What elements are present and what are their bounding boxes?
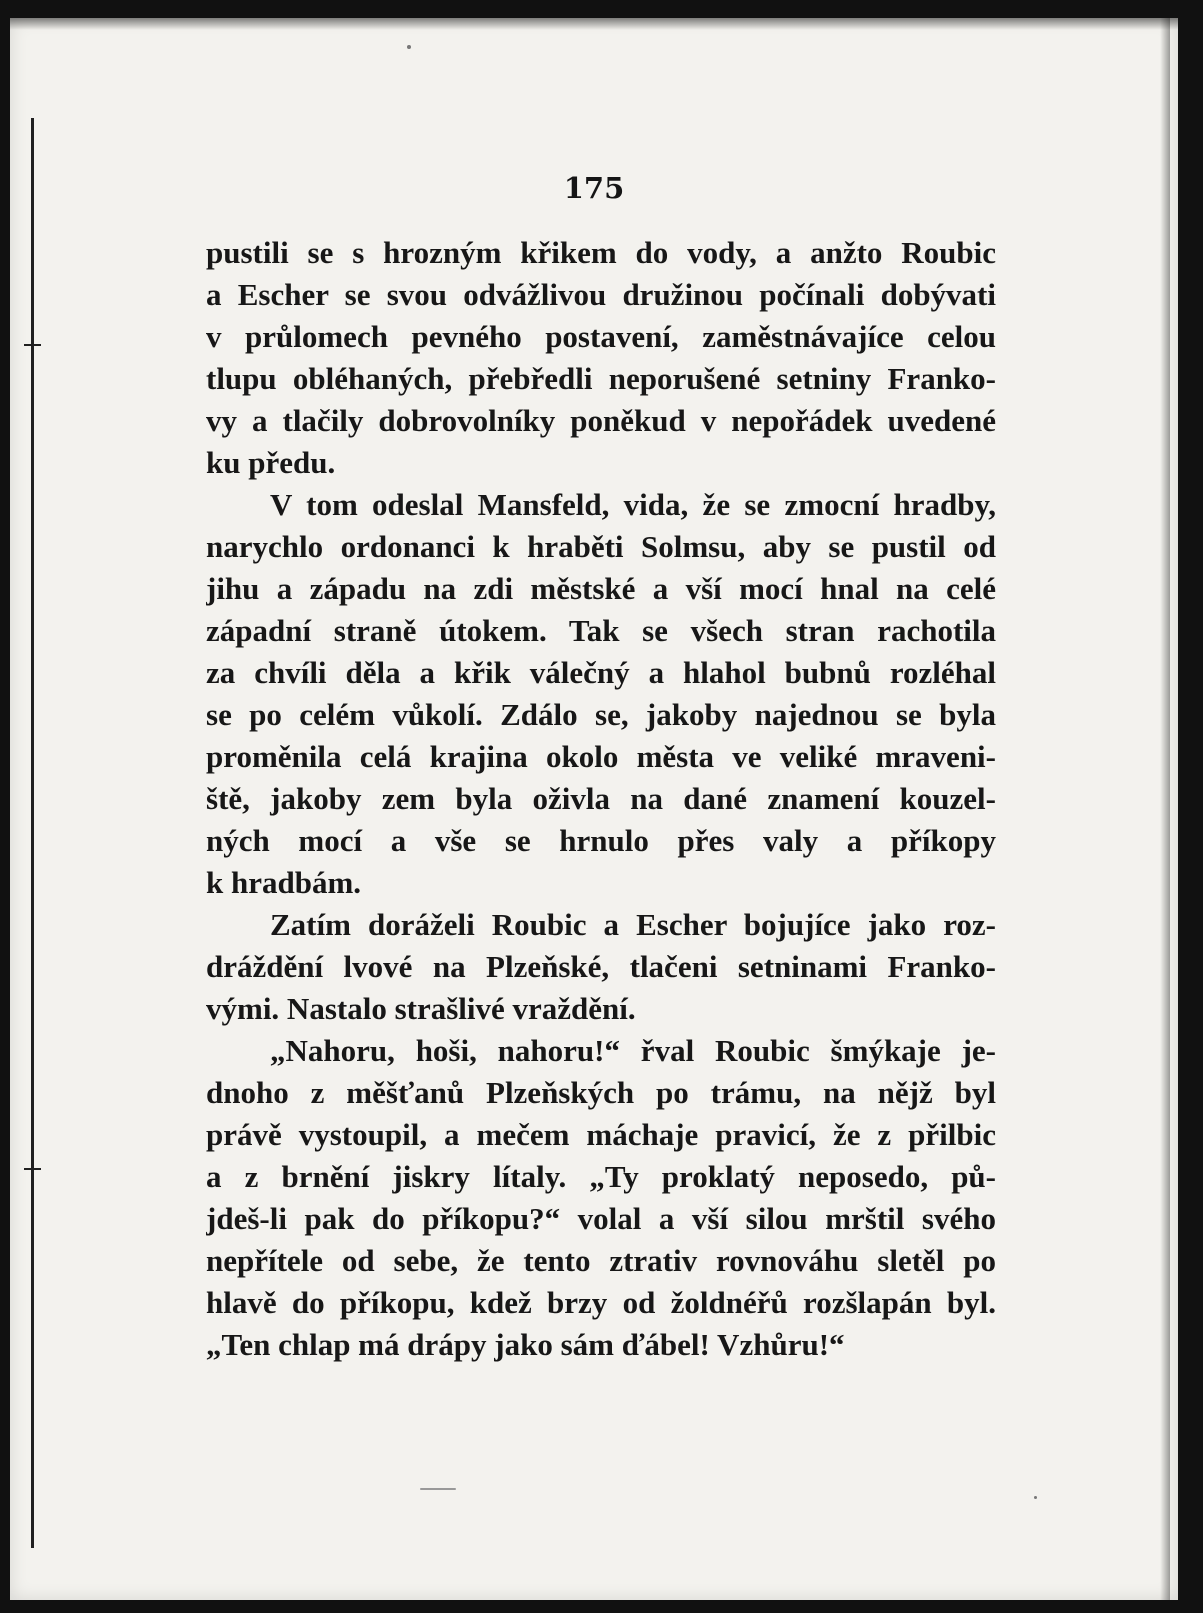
text-line: ště, jakoby zem byla oživla na dané znamení kouzel- [206, 781, 996, 816]
page-right-shadow [1160, 18, 1170, 1600]
text-line: V tom odeslal Mansfeld, vida, že se zmocní hradby, [270, 487, 996, 522]
paper-speck [1034, 1496, 1037, 1499]
text-line: vými. Nastalo strašlivé vraždění. [206, 991, 636, 1026]
book-page [10, 18, 1178, 1600]
binding-tick-mark [24, 1168, 41, 1170]
text-line: a z brnění jiskry lítaly. „Ty proklatý neposedo, pů- [206, 1159, 996, 1194]
body-text [206, 232, 996, 1366]
text-line: dráždění lvové na Plzeňské, tlačeni setninami Franko- [206, 949, 996, 984]
text-line: tlupu obléhaných, přebředli neporušené setniny Franko- [206, 361, 996, 396]
text-line: vy a tlačily dobrovolníky poněkud v nepořádek uvedené [206, 403, 996, 438]
text-line: ku předu. [206, 445, 336, 480]
text-line: proměnila celá krajina okolo města ve veliké mraveni- [206, 739, 996, 774]
page-number: 175 [563, 171, 625, 205]
page-top-shadow [10, 18, 1178, 30]
binding-tick-mark [24, 344, 41, 346]
text-line: právě vystoupil, a mečem máchaje pravicí, že z přilbic [206, 1117, 996, 1152]
paper-speck [407, 45, 411, 49]
text-line: za chvíli děla a křik válečný a hlahol bubnů rozléhal [206, 655, 996, 690]
text-line: ných mocí a vše se hrnulo přes valy a příkopy [206, 823, 996, 858]
text-line: narychlo ordonanci k hraběti Solmsu, aby se pustil od [206, 529, 996, 564]
text-line: západní straně útokem. Tak se všech stran rachotila [206, 613, 996, 648]
text-line: „Ten chlap má drápy jako sám ďábel! Vzhůru!“ [206, 1327, 845, 1362]
binding-margin-line [31, 118, 34, 1548]
text-line: dnoho z měšťanů Plzeňských po trámu, na nějž byl [206, 1075, 996, 1110]
text-line: se po celém vůkolí. Zdálo se, jakoby najednou se byla [206, 697, 996, 732]
text-line: hlavě do příkopu, kdež brzy od žoldnéřů rozšlapán byl. [206, 1285, 996, 1320]
text-line: „Nahoru, hoši, nahoru!“ řval Roubic šmýkaje je- [270, 1033, 996, 1068]
text-line: a Escher se svou odvážlivou družinou počínali dobývati [206, 277, 996, 312]
text-line: pustili se s hrozným křikem do vody, a anžto Roubic [206, 235, 996, 270]
text-line: jihu a západu na zdi městské a vší mocí hnal na celé [206, 571, 996, 606]
paper-speck [420, 1488, 456, 1490]
text-line: nepřítele od sebe, že tento ztrativ rovnováhu sletěl po [206, 1243, 996, 1278]
text-line: k hradbám. [206, 865, 362, 900]
text-line: Zatím doráželi Roubic a Escher bojujíce jako roz- [270, 907, 996, 942]
text-line: jdeš-li pak do příkopu?“ volal a vší silou mrštil svého [206, 1201, 996, 1236]
text-line: v průlomech pevného postavení, zaměstnávajíce celou [206, 319, 996, 354]
